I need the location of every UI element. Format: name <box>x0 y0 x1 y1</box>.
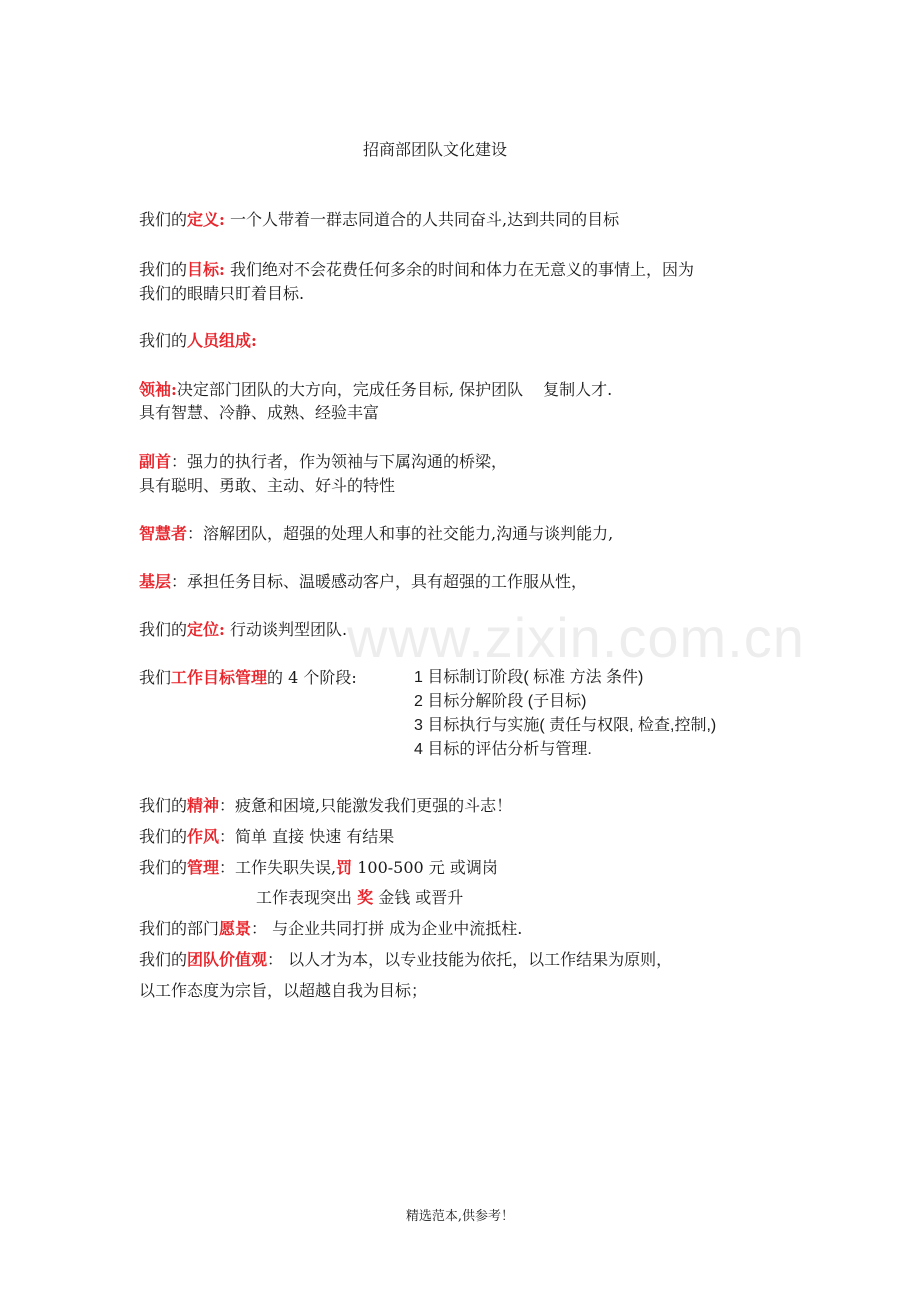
leader-line-1 <box>139 378 612 402</box>
leader-text-1: 决定部门团队的大方向，完成任务目标, 保护团队 <box>176 380 524 399</box>
management-prefix: 我们的 <box>139 858 188 877</box>
style-key: 作风 <box>187 827 220 846</box>
stages-suffix: 的 4 个阶段: <box>267 668 357 687</box>
deputy-key: 副首 <box>139 452 172 471</box>
vision-line <box>139 917 522 941</box>
wise-text: ：溶解团队，超强的处理人和事的社交能力,沟通与谈判能力, <box>187 524 614 543</box>
vision-key: 愿景 <box>219 919 252 938</box>
spirit-text: ：疲惫和困境,只能激发我们更强的斗志！ <box>219 796 513 815</box>
deputy-text-1: ：强力的执行者，作为领袖与下属沟通的桥梁， <box>171 452 508 471</box>
stage-item-2: 2 目标分解阶段 (子目标) <box>414 693 587 710</box>
definition-text: 一个人带着一群志同道合的人共同奋斗,达到共同的目标 <box>224 210 620 229</box>
stage-item-1: 1 目标制订阶段( 标准 方法 条件) <box>414 669 644 686</box>
page-title: 招商部团队文化建设 <box>362 140 507 159</box>
leader-key: 领袖: <box>139 380 177 399</box>
base-text: ：承担任务目标、温暖感动客户，具有超强的工作服从性， <box>171 572 588 591</box>
spirit-prefix: 我们的 <box>139 796 188 815</box>
goal-line-2: 我们的眼睛只盯着目标. <box>139 284 305 303</box>
values-text-1: ： 以人才为本，以专业技能为依托，以工作结果为原则， <box>267 950 673 969</box>
vision-text: ： 与企业共同打拼 成为企业中流抵柱. <box>251 919 523 938</box>
spirit-key: 精神 <box>187 796 220 815</box>
watermark: www.zixin.com.cn <box>347 606 805 669</box>
management-line-1 <box>139 856 498 880</box>
values-prefix: 我们的 <box>139 950 188 969</box>
management-text-2b: 金钱 或晋升 <box>373 888 464 907</box>
base-line <box>139 570 587 594</box>
stages-prefix: 我们 <box>139 668 172 687</box>
style-prefix: 我们的 <box>139 827 188 846</box>
position-text: 行动谈判型团队. <box>224 620 348 639</box>
leader-line-2: 具有智慧、冷静、成熟、经验丰富 <box>139 403 380 422</box>
penalty-label: 罚 <box>336 858 353 877</box>
members-prefix: 我们的 <box>139 331 188 350</box>
values-line-1 <box>139 948 672 972</box>
management-text-1a: ：工作失职失误, <box>219 858 337 877</box>
stages-key: 工作目标管理 <box>171 668 268 687</box>
spirit-line <box>139 794 512 818</box>
values-line-2: 以工作态度为宗旨，以超越自我为目标； <box>139 981 428 1000</box>
goal-text-1: 我们绝对不会花费任何多余的时间和体力在无意义的事情上，因为 <box>224 260 695 279</box>
stage-item-3: 3 目标执行与实施( 责任与权限, 检查,控制,) <box>414 717 717 734</box>
style-text: ：简单 直接 快速 有结果 <box>219 827 395 846</box>
values-key: 团队价值观 <box>187 950 268 969</box>
base-key: 基层 <box>139 572 172 591</box>
members-line <box>139 329 257 353</box>
definition-prefix: 我们的 <box>139 210 188 229</box>
goal-prefix: 我们的 <box>139 260 188 279</box>
definition-key: 定义: <box>187 210 225 229</box>
position-line <box>139 618 347 642</box>
management-line-2 <box>256 886 463 910</box>
deputy-line-2: 具有聪明、勇敢、主动、好斗的特性 <box>139 476 396 495</box>
goal-line-1 <box>139 258 694 282</box>
goal-key: 目标: <box>187 260 225 279</box>
page-footer: 精选范本,供参考！ <box>405 1209 515 1224</box>
management-key: 管理 <box>187 858 220 877</box>
deputy-line-1 <box>139 450 507 474</box>
position-key: 定位: <box>187 620 225 639</box>
definition-line <box>139 208 619 232</box>
wise-key: 智慧者 <box>139 524 188 543</box>
stage-item-4: 4 目标的评估分析与管理. <box>414 741 592 758</box>
leader-text-1b: 复制人才. <box>543 380 613 399</box>
position-prefix: 我们的 <box>139 620 188 639</box>
wise-line <box>139 522 613 546</box>
style-line <box>139 825 394 849</box>
reward-label: 奖 <box>357 888 374 907</box>
members-key: 人员组成: <box>187 331 257 350</box>
management-text-1b: 100-500 元 或调岗 <box>352 858 498 877</box>
stages-label <box>139 666 357 690</box>
management-text-2a: 工作表现突出 <box>256 888 358 907</box>
vision-prefix: 我们的部门 <box>139 919 220 938</box>
